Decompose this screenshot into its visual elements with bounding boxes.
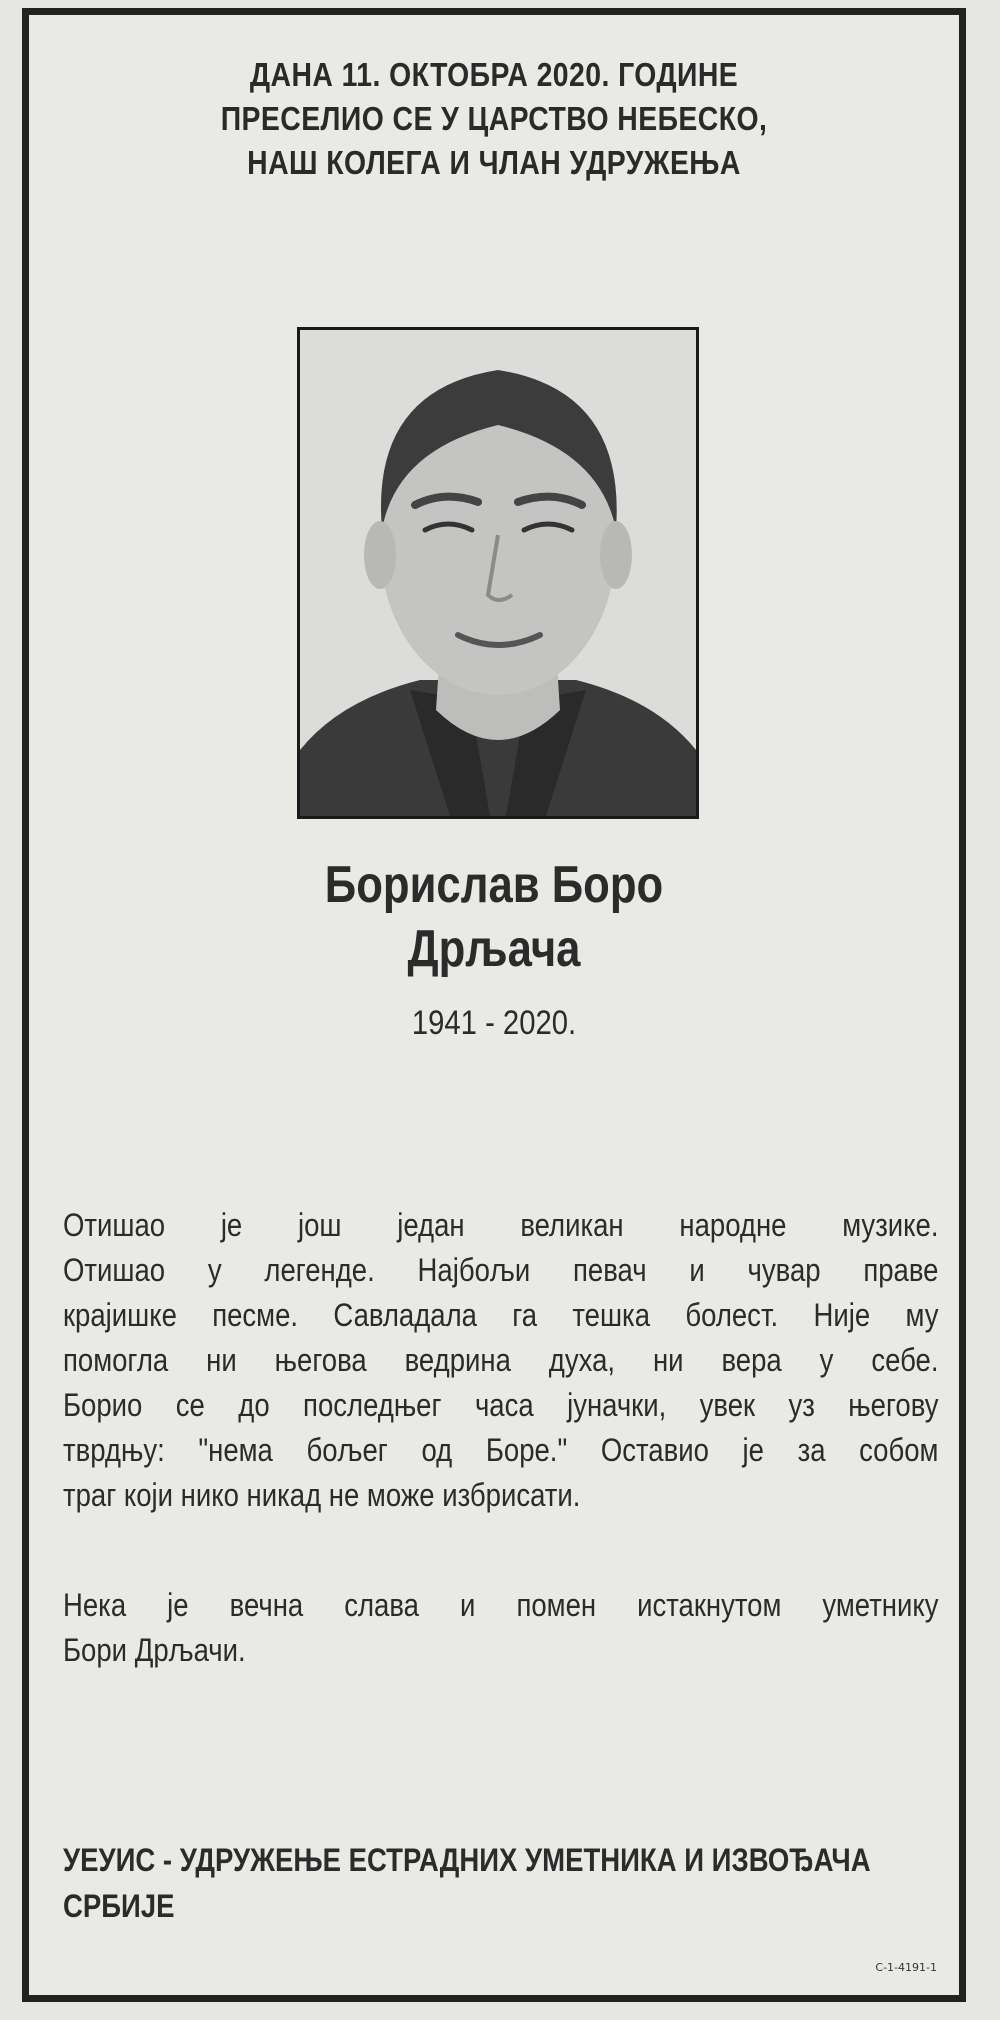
text-line: траг који нико никад не може избрисати.	[63, 1477, 581, 1513]
text-line: Отишао је још један великан народне музике.	[63, 1207, 939, 1243]
ad-code: С-1-4191-1	[875, 1961, 937, 1974]
obituary-frame	[22, 8, 966, 2002]
life-years: 1941 - 2020.	[411, 1004, 577, 1042]
text-line: крајишке песме. Савладала га тешка болест. Није му	[63, 1297, 939, 1333]
text-line: Нека је вечна слава и помен истакнутом уметнику	[63, 1587, 939, 1623]
portrait-photo	[297, 327, 699, 819]
heading-line: ПРЕСЕЛИО СЕ У ЦАРСТВО НЕБЕСКО,	[220, 100, 768, 137]
footer-line: УЕУИС - УДРУЖЕЊЕ ЕСТРАДНИХ УМЕТНИКА И ИЗВОЂАЧА	[63, 1842, 871, 1878]
closing-paragraph	[63, 1583, 939, 1673]
name-line: Дрљача	[407, 920, 581, 978]
heading-line: ДАНА 11. ОКТОБРА 2020. ГОДИНЕ	[249, 56, 739, 93]
footer-line: СРБИЈЕ	[63, 1888, 175, 1924]
text-line: Отишао у легенде. Најбољи певач и чувар праве	[63, 1252, 939, 1288]
signature-organization	[63, 1837, 871, 1929]
text-line: тврдњу: "нема бољег од Боре." Оставио је за собом	[63, 1432, 939, 1468]
name-line: Борислав Боро	[324, 856, 664, 914]
deceased-name	[103, 853, 884, 981]
text-line: помогла ни његова ведрина духа, ни вера у себе.	[63, 1342, 939, 1378]
text-line: Борио се до последњег часа јуначки, увек уз његову	[63, 1387, 939, 1423]
text-line: Бори Дрљачи.	[63, 1632, 246, 1668]
portrait-image	[300, 330, 696, 816]
tribute-paragraph	[63, 1203, 939, 1518]
heading-line: НАШ КОЛЕГА И ЧЛАН УДРУЖЕЊА	[247, 144, 741, 181]
obituary-heading	[94, 53, 894, 185]
